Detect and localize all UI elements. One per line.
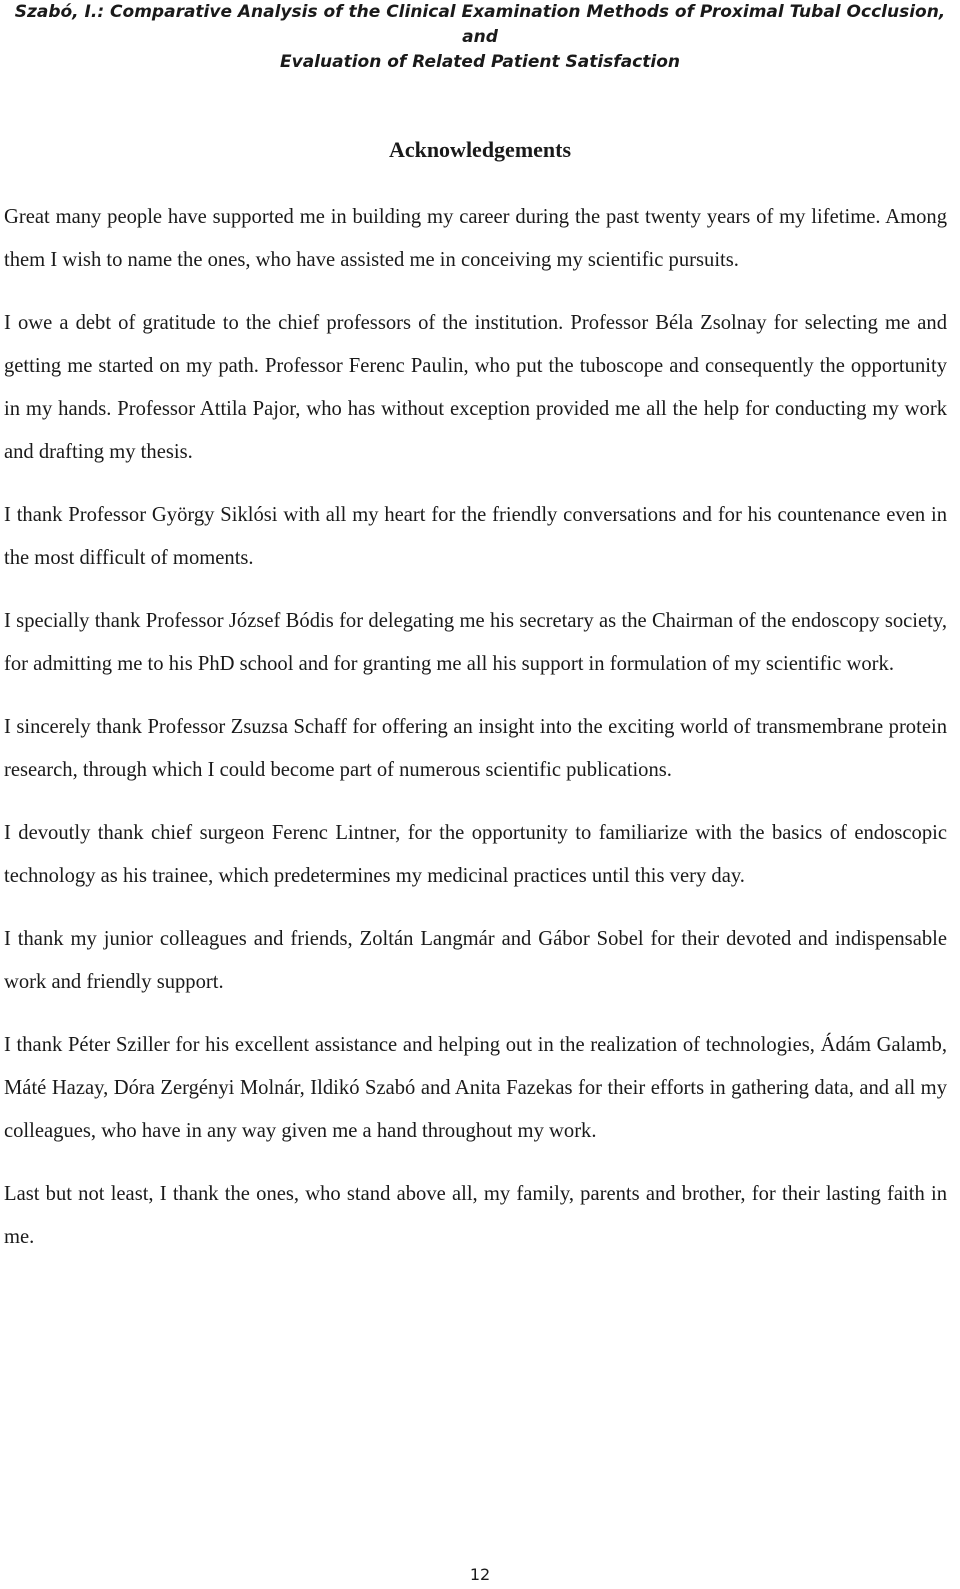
running-header-line-2: Evaluation of Related Patient Satisfaction [280, 52, 680, 72]
paragraph-sziller: I thank Péter Sziller for his excellent assistance and helping out in the realization of technologies, Ádám Galamb, Máté Hazay, Dóra Zergényi Molnár, Ildikó Szabó and Anita Fazekas for their efforts in gathering data, and all my colleagues, who have in any way given me a hand throughout my work. [4, 1034, 947, 1142]
paragraph-family: Last but not least, I thank the ones, who stand above all, my family, parents and brother, for their lasting faith in me. [4, 1183, 947, 1248]
body-text [4, 196, 947, 1279]
paragraph-colleagues: I thank my junior colleagues and friends, Zoltán Langmár and Gábor Sobel for their devoted and indispensable work and friendly support. [4, 928, 947, 993]
running-header-line-1: Szabó, I.: Comparative Analysis of the Clinical Examination Methods of Proximal Tubal Occlusion, and [14, 2, 946, 47]
paragraph-schaff: I sincerely thank Professor Zsuzsa Schaff for offering an insight into the exciting world of transmembrane protein research, through which I could become part of numerous scientific publications. [4, 716, 947, 781]
section-title: Acknowledgements [388, 137, 572, 162]
paragraph-chief-professors: I owe a debt of gratitude to the chief professors of the institution. Professor Béla Zsolnay for selecting me and getting me started on my path. Professor Ferenc Paulin, who put the tuboscope and consequently the opportunity in my hands. Professor Attila Pajor, who has without exception provided me all the help for conducting my work and drafting my thesis. [4, 312, 947, 463]
paragraph-intro: Great many people have supported me in building my career during the past twenty years of my lifetime. Among them I wish to name the ones, who have assisted me in conceiving my scientific pursuits. [4, 206, 947, 271]
running-header [0, 0, 960, 75]
page-number: 12 [469, 1565, 491, 1584]
paragraph-lintner: I devoutly thank chief surgeon Ferenc Lintner, for the opportunity to familiarize with the basics of endoscopic technology as his trainee, which predetermines my medicinal practices until this very day. [4, 822, 947, 887]
paragraph-bodis: I specially thank Professor József Bódis for delegating me his secretary as the Chairman of the endoscopy society, for admitting me to his PhD school and for granting me all his support in formulation of my scientific work. [4, 610, 947, 675]
paragraph-siklosi: I thank Professor György Siklósi with all my heart for the friendly conversations and for his countenance even in the most difficult of moments. [4, 504, 947, 569]
